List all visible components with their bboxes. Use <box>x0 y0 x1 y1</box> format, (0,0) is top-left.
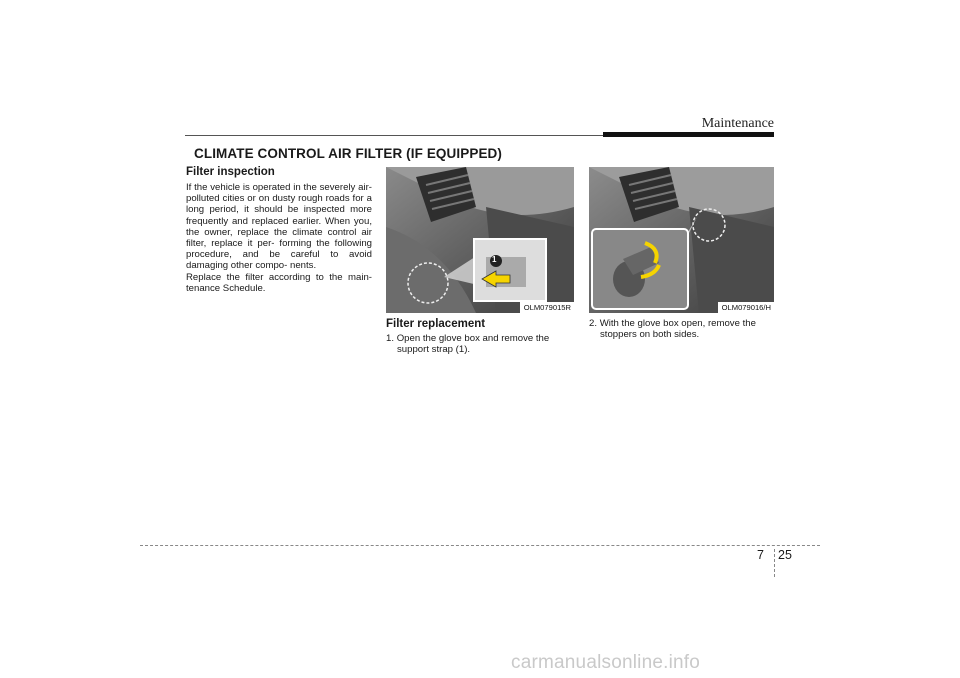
heading-filter-inspection: Filter inspection <box>186 166 275 178</box>
figure-caption: OLM079015R <box>520 302 574 313</box>
figure-caption: OLM079016/H <box>718 302 774 313</box>
step-text: Open the glove box and remove the <box>396 333 550 344</box>
section-label: Maintenance <box>701 116 774 131</box>
callout-number: 1 <box>492 255 497 264</box>
illustration-glove-box-stoppers <box>589 167 774 313</box>
header-rule <box>185 135 603 136</box>
step-number: 1. <box>386 333 395 344</box>
page-title: CLIMATE CONTROL AIR FILTER (IF EQUIPPED) <box>194 146 502 161</box>
step-text: With the glove box open, remove the <box>599 318 756 329</box>
chapter-number: 7 <box>757 548 764 562</box>
figure-support-strap <box>386 167 574 313</box>
figure-stoppers <box>589 167 774 313</box>
header-rule-accent <box>603 132 774 137</box>
filter-inspection-text <box>186 182 372 294</box>
watermark: carmanualsonline.info <box>511 652 701 673</box>
filter-inspection-paragraph: If the vehicle is operated in the severely air-polluted cities or on dusty rough roads for a long period, it should be inspected more frequently and replaced earlier. When you, the owner, replace the climate control air filter, replace it per- forming the following procedure, and be careful to avoid damaging other compo- nents. <box>186 182 372 272</box>
filter-inspection-paragraph: Replace the filter according to the main- tenance Schedule. <box>186 271 372 294</box>
step-text: support strap (1). <box>397 344 471 356</box>
step-1 <box>386 333 574 355</box>
footer-divider <box>774 549 775 577</box>
step-number: 2. <box>589 318 598 329</box>
footer-rule <box>140 545 820 546</box>
step-text: stoppers on both sides. <box>600 329 700 341</box>
heading-filter-replacement: Filter replacement <box>386 318 486 330</box>
page-number: 25 <box>778 548 792 562</box>
illustration-glove-box-strap <box>386 167 574 313</box>
step-2 <box>589 318 775 340</box>
